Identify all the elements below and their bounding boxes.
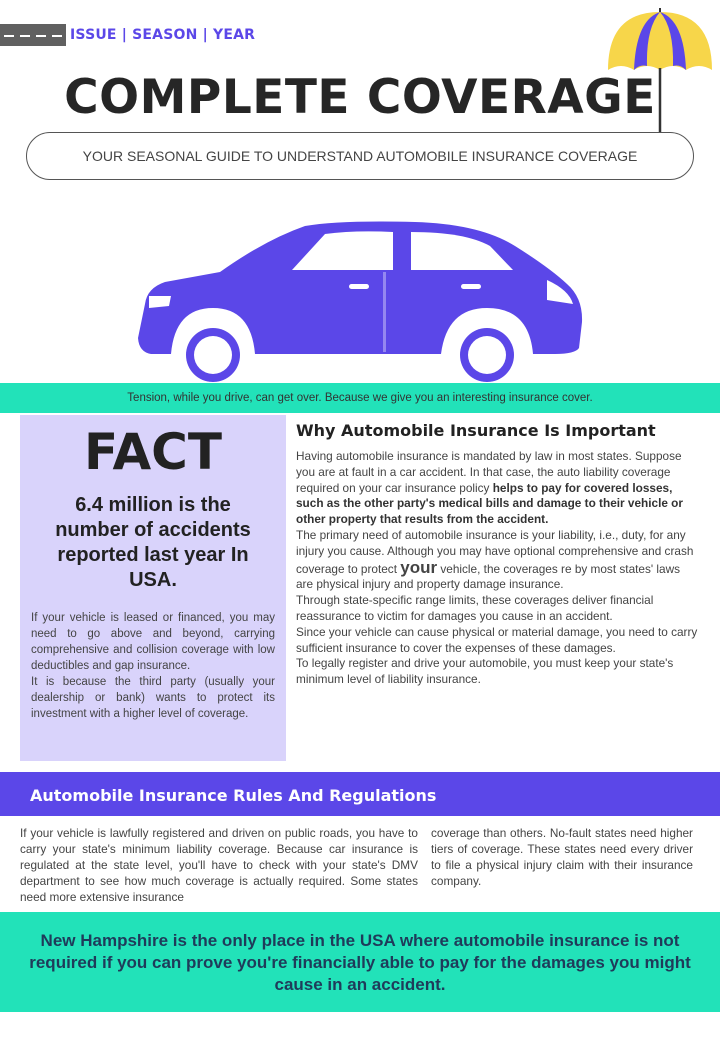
dash-mark	[4, 35, 14, 37]
car-icon	[135, 212, 585, 387]
rules-column-right: coverage than others. No-fault states need higher tiers of coverage. These states need every driver to file a physical injury claim with their insurance company.	[431, 826, 693, 888]
callout-text: New Hampshire is the only place in the USA where automobile insurance is not required if you can prove you're financially able to pay for the damages you might cause in an accident.	[29, 931, 691, 994]
subtitle-banner	[26, 132, 694, 180]
issue-season-year: ISSUE | SEASON | YEAR	[70, 27, 256, 43]
why-heading: Why Automobile Insurance Is Important	[296, 421, 656, 440]
why-paragraph: Through state-specific range limits, these coverages deliver financial reassurance to victim for damages you cause in an accident.	[296, 593, 654, 623]
rules-column-left: If your vehicle is lawfully registered and driven on public roads, you have to carry your state's minimum liability coverage. Because car insurance is regulated at the state level, you'll have to check with your state's DMV department to see how much coverage is actually required. Some states need more extensive insurance	[20, 826, 418, 904]
dash-mark	[52, 35, 62, 37]
why-paragraph: The primary need of automobile insurance is your liability, i.e., duty, for any injury you cause. Although you may have optional comprehensive and crash coverage to protect your vehicle, the coverages re by most states' laws are physical injury and property damage insurance.	[296, 527, 694, 592]
why-paragraph: Having automobile insurance is mandated by law in most states. Suppose you are at fault in a car accident. In that case, the auto liability coverage required on your car insurance policy helps to pay for covered losses, such as the other party's medical bills and damage to their vehicle or other property that results from the accident.	[296, 449, 683, 527]
why-paragraph: Since your vehicle can cause physical or material damage, you need to carry sufficient insurance to cover the expenses of these damages.	[296, 624, 698, 655]
subtitle-text: YOUR SEASONAL GUIDE TO UNDERSTAND AUTOMOBILE INSURANCE COVERAGE	[82, 148, 638, 164]
fact-box	[20, 415, 286, 761]
umbrella-icon	[600, 8, 720, 148]
why-bold-text: helps to pay for covered losses, such as the other party's medical bills and damage to their vehicle or other property that results from the accident.	[296, 480, 683, 527]
dash-mark	[20, 35, 30, 37]
fact-title: FACT	[84, 423, 222, 481]
fact-body	[31, 610, 275, 722]
fact-paragraph: It is because the third party (usually your dealership or bank) wants to protect its investment with a higher level of coverage.	[31, 676, 275, 720]
why-body	[296, 449, 698, 688]
why-paragraph: To legally register and drive your automobile, you must keep your state's minimum level of liability insurance.	[296, 656, 674, 687]
dash-mark	[36, 35, 46, 37]
your-emphasis: your	[400, 557, 438, 577]
fact-paragraph: If your vehicle is leased or financed, you may need to go above and beyond, carrying comprehensive and collision coverage with low deductibles and gap insurance.	[31, 612, 275, 672]
page-title: COMPLETE COVERAGE	[64, 70, 656, 125]
tagline-bar	[0, 383, 720, 413]
fact-stat: 6.4 million is the number of accidents reported last year In USA.	[55, 494, 251, 591]
tagline-text: Tension, while you drive, can get over. Because we give you an interesting insurance cover.	[127, 392, 593, 404]
rules-heading: Automobile Insurance Rules And Regulations	[30, 786, 437, 805]
